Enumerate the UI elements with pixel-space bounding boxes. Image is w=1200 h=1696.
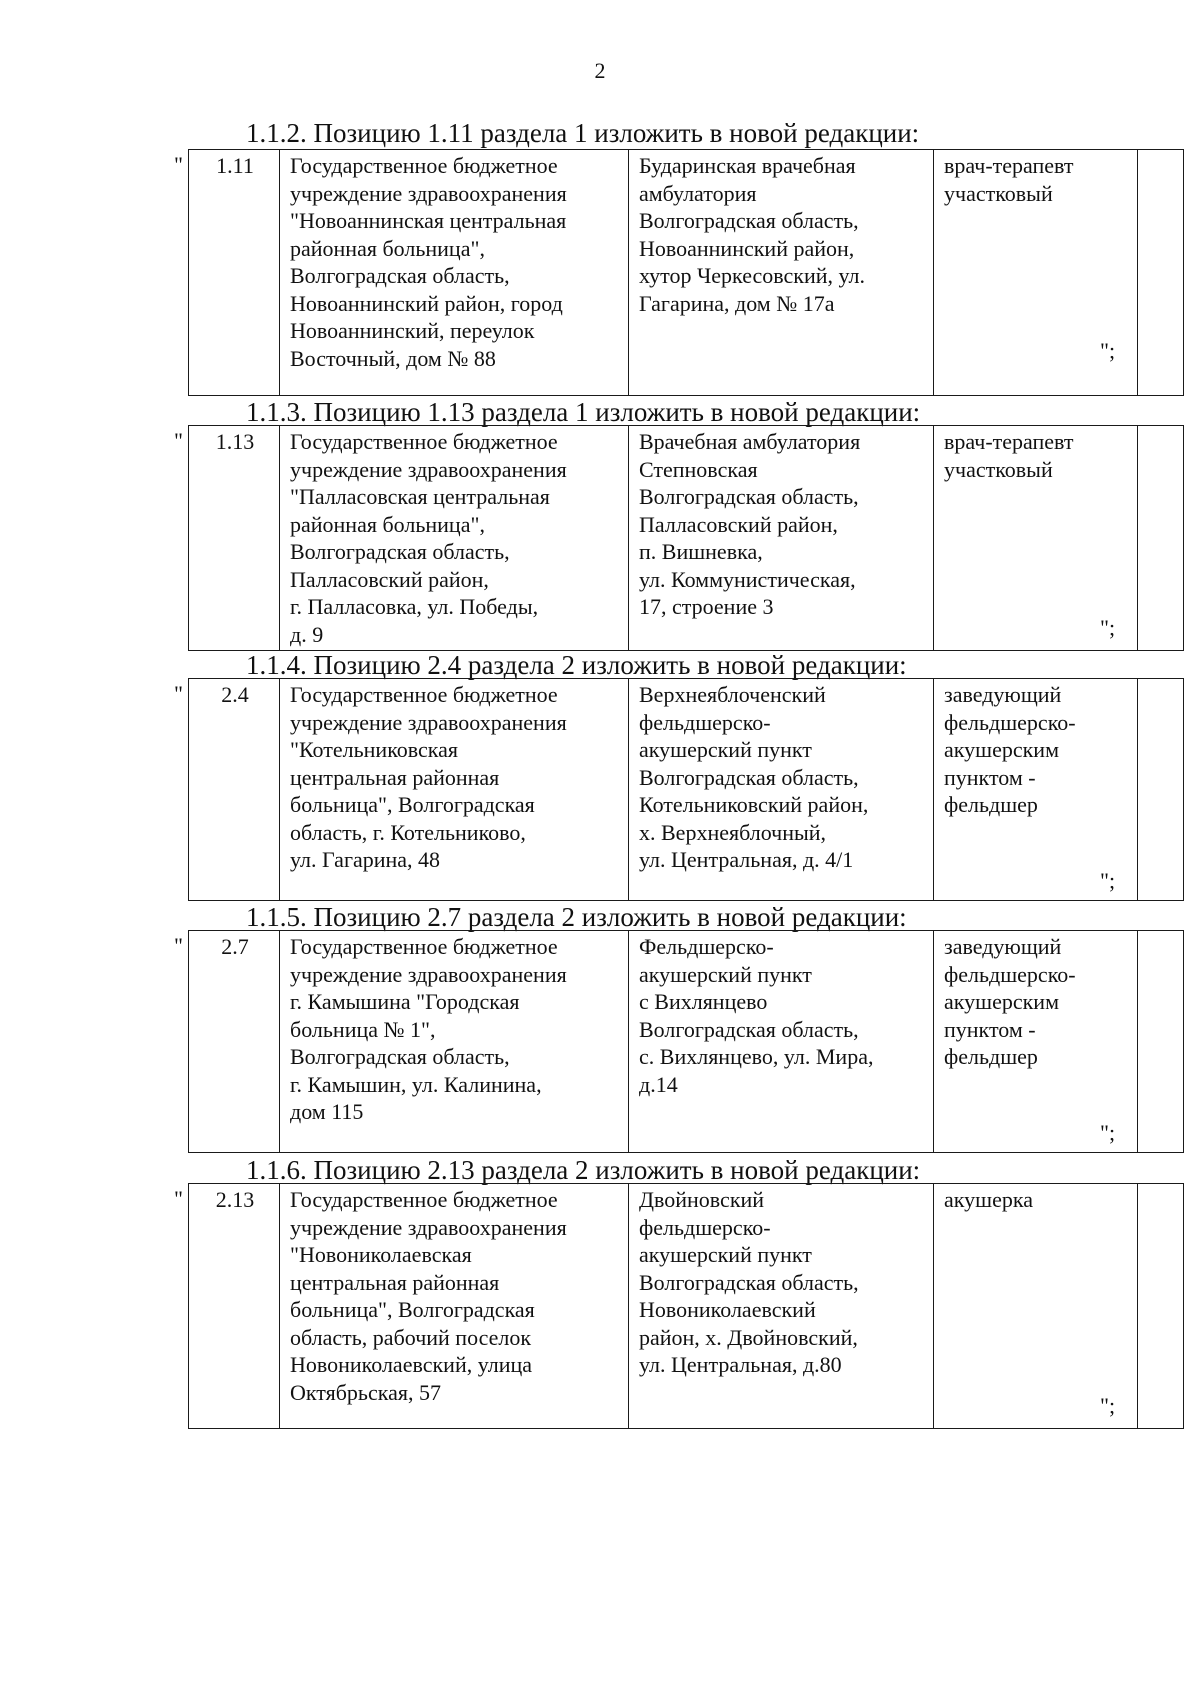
unit-line: ул. Центральная, д. 4/1 <box>639 847 854 872</box>
position-title-line: фельдшерско- <box>944 961 1076 987</box>
unit-line: хутор Черкесовский, ул. <box>639 263 866 288</box>
table-row <box>189 150 1184 396</box>
unit-cell <box>629 679 934 901</box>
organization-line: Государственное бюджетное <box>290 682 558 707</box>
unit-line: район, х. Двойновский, <box>639 1324 858 1350</box>
amendment-heading: 1.1.2. Позицию 1.11 раздела 1 изложить в новой редакции: <box>246 118 920 148</box>
empty-cell <box>1138 931 1184 1153</box>
organization-line: Восточный, дом № 88 <box>290 345 496 371</box>
opening-quote: " <box>174 1186 183 1211</box>
position-title-cell <box>934 1184 1138 1429</box>
unit-line: фельдшерско- <box>639 1214 771 1240</box>
position-title-line: участковый <box>944 456 1053 482</box>
organization-line: учреждение здравоохранения <box>290 961 567 987</box>
unit-line: Гагарина, дом № 17а <box>639 290 835 316</box>
organization-line: Палласовский район, <box>290 566 489 592</box>
unit-line: Степновская <box>639 456 758 482</box>
position-title-line: фельдшерско- <box>944 709 1076 735</box>
opening-quote: " <box>174 428 183 453</box>
unit-line: акушерский пункт <box>639 737 812 762</box>
unit-line: акушерский пункт <box>639 1242 812 1267</box>
organization-line: "Палласовская центральная <box>290 484 550 509</box>
amendment-heading: 1.1.6. Позицию 2.13 раздела 2 изложить в новой редакции: <box>246 1155 921 1185</box>
organization-line: Новониколаевский, улица <box>290 1352 533 1377</box>
position-number: 1.13 <box>189 426 280 651</box>
position-title-line: пунктом - <box>944 764 1036 790</box>
organization-line: область, г. Котельниково, <box>290 819 526 845</box>
unit-line: д.14 <box>639 1071 678 1097</box>
position-table <box>188 425 1184 651</box>
closing-quote: "; <box>1100 1393 1116 1418</box>
unit-line: Палласовский район, <box>639 511 838 537</box>
organization-line: центральная районная <box>290 1269 500 1295</box>
organization-line: Государственное бюджетное <box>290 934 558 959</box>
organization-line: ул. Гагарина, 48 <box>290 847 441 872</box>
unit-line: с Вихлянцево <box>639 989 768 1014</box>
unit-line: Верхнеяблоченский <box>639 682 826 707</box>
unit-line: Фельдшерско- <box>639 934 774 959</box>
unit-line: Волгоградская область, <box>639 764 859 790</box>
table-row <box>189 1184 1184 1429</box>
unit-line: Котельниковский район, <box>639 792 869 817</box>
closing-quote: "; <box>1100 338 1116 363</box>
organization-line: область, рабочий поселок <box>290 1324 532 1350</box>
organization-line: учреждение здравоохранения <box>290 709 567 735</box>
organization-line: центральная районная <box>290 764 500 790</box>
position-title-line: заведующий <box>944 934 1062 959</box>
position-title-line: акушерка <box>944 1187 1033 1212</box>
amendment-heading: 1.1.3. Позицию 1.13 раздела 1 изложить в новой редакции: <box>246 397 921 427</box>
unit-line: Двойновский <box>639 1187 765 1212</box>
unit-line: с. Вихлянцево, ул. Мира, <box>639 1044 874 1069</box>
unit-cell <box>629 426 934 651</box>
closing-quote: "; <box>1100 1120 1116 1145</box>
unit-line: Бударинская врачебная <box>639 153 856 178</box>
organization-line: районная больница", <box>290 511 485 537</box>
unit-line: фельдшерско- <box>639 709 771 735</box>
organization-line: больница № 1", <box>290 1016 436 1042</box>
position-title-line: врач-терапевт <box>944 153 1074 178</box>
unit-cell <box>629 931 934 1153</box>
unit-line: 17, строение 3 <box>639 594 774 619</box>
organization-cell <box>280 679 629 901</box>
unit-line: ул. Центральная, д.80 <box>639 1352 842 1377</box>
organization-line: г. Камышин, ул. Калинина, <box>290 1071 542 1097</box>
organization-cell <box>280 150 629 396</box>
amendment-heading: 1.1.5. Позицию 2.7 раздела 2 изложить в новой редакции: <box>246 902 907 932</box>
organization-line: д. 9 <box>290 621 324 647</box>
table-row <box>189 426 1184 651</box>
opening-quote: " <box>174 152 183 177</box>
position-title-line: акушерским <box>944 737 1059 762</box>
position-table <box>188 930 1184 1153</box>
organization-line: учреждение здравоохранения <box>290 1214 567 1240</box>
position-title-line: фельдшер <box>944 792 1038 817</box>
organization-line: "Новониколаевская <box>290 1242 472 1267</box>
unit-line: п. Вишневка, <box>639 539 763 564</box>
organization-line: Октябрьская, 57 <box>290 1379 441 1405</box>
position-number: 2.7 <box>189 931 280 1153</box>
organization-line: Новоаннинский, переулок <box>290 318 535 343</box>
position-number: 2.13 <box>189 1184 280 1429</box>
organization-line: "Котельниковская <box>290 737 459 762</box>
position-table <box>188 678 1184 901</box>
organization-line: Волгоградская область, <box>290 1044 510 1069</box>
unit-line: Новоаннинский район, <box>639 235 855 261</box>
table-row <box>189 931 1184 1153</box>
unit-cell <box>629 1184 934 1429</box>
position-title-line: заведующий <box>944 682 1062 707</box>
unit-line: Волгоградская область, <box>639 484 859 509</box>
opening-quote: " <box>174 933 183 958</box>
organization-line: г. Камышина "Городская <box>290 989 520 1014</box>
unit-line: акушерский пункт <box>639 961 812 987</box>
unit-line: Врачебная амбулатория <box>639 429 861 454</box>
organization-line: больница", Волгоградская <box>290 792 535 817</box>
empty-cell <box>1138 1184 1184 1429</box>
position-number: 2.4 <box>189 679 280 901</box>
unit-line: Волгоградская область, <box>639 1016 859 1042</box>
position-title-line: врач-терапевт <box>944 429 1074 454</box>
page-number: 2 <box>594 58 606 83</box>
closing-quote: "; <box>1100 615 1116 640</box>
amendment-heading: 1.1.4. Позицию 2.4 раздела 2 изложить в новой редакции: <box>246 650 907 680</box>
organization-line: учреждение здравоохранения <box>290 180 567 206</box>
organization-line: дом 115 <box>290 1099 364 1124</box>
organization-cell <box>280 1184 629 1429</box>
position-title-line: акушерским <box>944 989 1059 1014</box>
organization-line: районная больница", <box>290 235 485 261</box>
organization-line: г. Палласовка, ул. Победы, <box>290 594 539 619</box>
organization-cell <box>280 426 629 651</box>
closing-quote: "; <box>1100 868 1116 893</box>
organization-line: Государственное бюджетное <box>290 1187 558 1212</box>
position-table <box>188 1183 1184 1429</box>
unit-line: Новониколаевский <box>639 1297 816 1322</box>
table-row <box>189 679 1184 901</box>
organization-line: Государственное бюджетное <box>290 153 558 178</box>
organization-line: Волгоградская область, <box>290 263 510 288</box>
organization-line: Волгоградская область, <box>290 539 510 564</box>
organization-line: больница", Волгоградская <box>290 1297 535 1322</box>
organization-cell <box>280 931 629 1153</box>
organization-line: "Новоаннинская центральная <box>290 208 567 233</box>
unit-line: Волгоградская область, <box>639 1269 859 1295</box>
organization-line: Государственное бюджетное <box>290 429 558 454</box>
empty-cell <box>1138 426 1184 651</box>
unit-line: Волгоградская область, <box>639 208 859 233</box>
position-number: 1.11 <box>189 150 280 396</box>
unit-line: х. Верхнеяблочный, <box>639 819 827 845</box>
unit-line: ул. Коммунистическая, <box>639 566 856 592</box>
unit-line: амбулатория <box>639 180 757 206</box>
opening-quote: " <box>174 681 183 706</box>
position-title-line: участковый <box>944 180 1053 206</box>
position-title-line: пунктом - <box>944 1016 1036 1042</box>
organization-line: Новоаннинский район, город <box>290 290 563 316</box>
unit-cell <box>629 150 934 396</box>
empty-cell <box>1138 150 1184 396</box>
empty-cell <box>1138 679 1184 901</box>
position-title-line: фельдшер <box>944 1044 1038 1069</box>
organization-line: учреждение здравоохранения <box>290 456 567 482</box>
position-table <box>188 149 1184 396</box>
